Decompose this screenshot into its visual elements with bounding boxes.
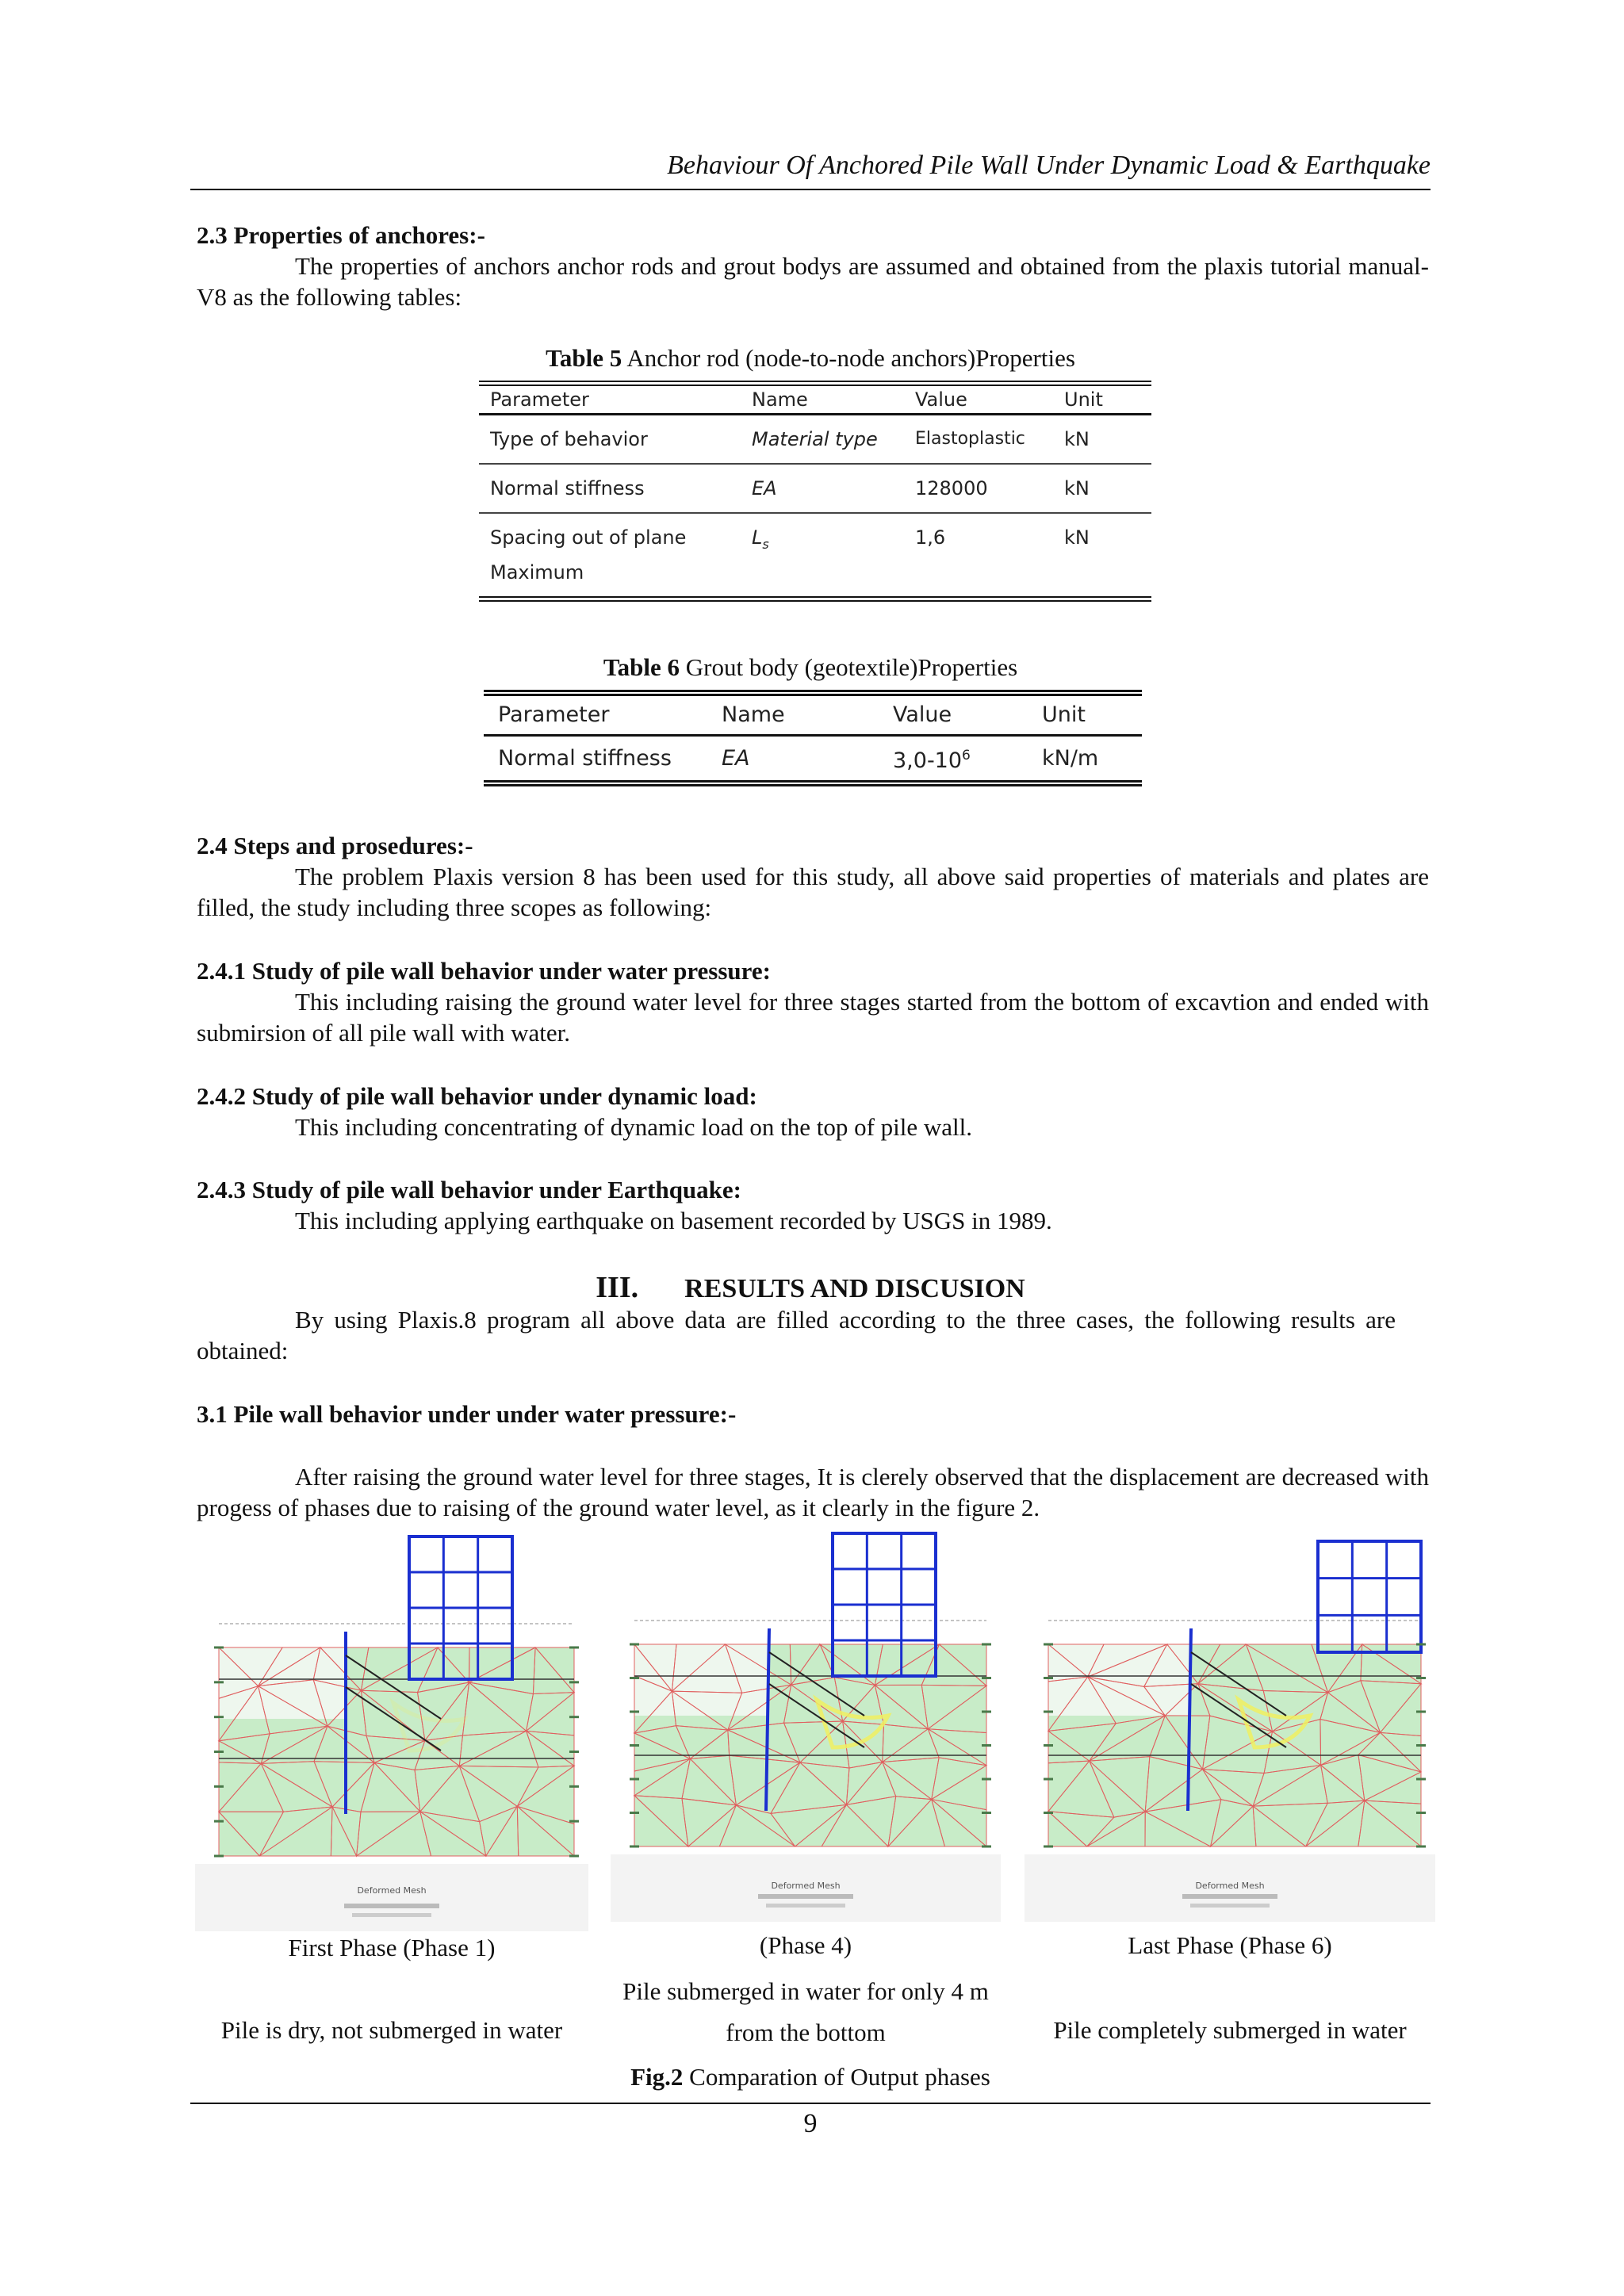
table-cell-param: Normal stiffness [479, 464, 741, 513]
figure-2-panel-1 [195, 1529, 588, 1931]
inset-scale-text [758, 1894, 853, 1899]
figure-2-caption-text: Comparation of Output phases [683, 2063, 990, 2091]
table-6-header-name: Name [707, 693, 879, 736]
panel-1-description: Pile is dry, not submerged in water [220, 2016, 563, 2044]
paragraph-2-4-2: This including concentrating of dynamic load on the top of pile wall. [295, 1113, 973, 1141]
section-heading-3-1: 3.1 Pile wall behavior under under water pressure:- [197, 1400, 737, 1428]
table-6-label: Table 6 [603, 653, 680, 681]
section-heading-2-4-3: 2.4.3 Study of pile wall behavior under Earthquake: [197, 1176, 741, 1203]
table-row [479, 415, 1151, 465]
inset-scale-text [352, 1913, 431, 1917]
table-6-header-row [484, 693, 1142, 736]
table-5-header-unit: Unit [1053, 384, 1151, 415]
deformed-mesh-image-phase-4 [611, 1525, 1001, 1922]
table-cell-param: Type of behavior [479, 415, 741, 465]
deformed-mesh-image-phase-1 [195, 1529, 588, 1931]
table-6-header-unit: Unit [1028, 693, 1142, 736]
table-cell-unit: kN [1053, 415, 1151, 465]
table-5-header-name: Name [741, 384, 904, 415]
table-6-header-parameter: Parameter [484, 693, 707, 736]
table-5-label: Table 5 [546, 344, 622, 372]
table-cell-value: Elastoplastic [904, 415, 1053, 465]
image-bottom-band [195, 1864, 588, 1931]
section-heading-2-4-1: 2.4.1 Study of pile wall behavior under water pressure: [197, 957, 771, 985]
table-6-caption [190, 652, 1431, 683]
table-5 [479, 381, 1151, 602]
table-6-caption-text: Grout body (geotextile)Properties [680, 653, 1018, 681]
table-cell-unit: kN/m [1028, 736, 1142, 784]
table-cell-unit: kN [1053, 464, 1151, 513]
section-title-3 [190, 1270, 1431, 1305]
panel-2-description: Pile submerged in water for only 4 m from the bottom [622, 1977, 989, 2046]
figure-2-caption [190, 2061, 1431, 2092]
table-5-header-value: Value [904, 384, 1053, 415]
inset-scale-text [1182, 1894, 1277, 1899]
building-frame [1318, 1541, 1421, 1652]
inset-scale-text [344, 1904, 439, 1908]
panel-3-phase-label: Last Phase (Phase 6) [1128, 1931, 1332, 1959]
inset-label: Deformed Mesh [1195, 1881, 1265, 1891]
table-cell-value-sup: 6 [962, 748, 971, 763]
table-cell-name-main: L [752, 526, 763, 549]
table-5-header-row [479, 384, 1151, 415]
table-cell-name-sub: s [762, 536, 769, 552]
table-cell-value: 1,6 [904, 513, 1053, 599]
inset-scale-text [1190, 1904, 1270, 1908]
section-heading-2-4: 2.4 Steps and prosedures:- [197, 832, 473, 859]
figure-2-panel-2 [611, 1525, 1001, 1922]
table-cell-name: Material type [741, 415, 904, 465]
table-6-header-value: Value [879, 693, 1028, 736]
section-heading-2-3: 2.3 Properties of anchores:- [197, 221, 485, 249]
table-cell-name: EA [707, 736, 879, 784]
inset-label: Deformed Mesh [771, 1881, 841, 1891]
section-number: III. [596, 1271, 639, 1304]
deformed-mesh-image-phase-6 [1025, 1525, 1435, 1922]
paragraph-2-4-3: This including applying earthquake on basement recorded by USGS in 1989. [295, 1207, 1052, 1234]
table-6 [484, 690, 1142, 786]
excavation-area [634, 1644, 769, 1716]
paragraph-3: By using Plaxis.8 program all above data are filled according to the three cases, the following results are obtained: [197, 1306, 1396, 1364]
figure-2-label: Fig.2 [630, 2063, 684, 2091]
page-number: 9 [803, 2109, 818, 2138]
paragraph-2-4-1: This including raising the ground water level for three stages started from the bottom of excavtion and ended with submirsion of all pile wall with water. [197, 988, 1429, 1047]
figure-2-panel-3 [1025, 1525, 1435, 1922]
table-row [479, 513, 1151, 599]
panel-1-phase-label: First Phase (Phase 1) [288, 1934, 496, 1961]
header-rule [190, 189, 1431, 190]
table-cell-name: EA [741, 464, 904, 513]
footer-rule [190, 2103, 1431, 2104]
excavation-area [1048, 1644, 1191, 1716]
paragraph-3-1: After raising the ground water level for three stages, It is clerely observed that the displacement are decreased with progess of phases due to raising of the ground water level, as it clearly in the figure 2. [197, 1463, 1429, 1521]
table-cell-param: Spacing out of plane Maximum [479, 513, 741, 599]
inset-scale-text [766, 1904, 845, 1908]
section-title-text: RESULTS AND DISCUSION [684, 1274, 1025, 1303]
running-header: Behaviour Of Anchored Pile Wall Under Dynamic Load & Earthquake [667, 151, 1431, 180]
table-5-caption [190, 342, 1431, 373]
table-cell-param: Normal stiffness [484, 736, 707, 784]
table-cell-unit: kN [1053, 513, 1151, 599]
table-5-caption-text: Anchor rod (node-to-node anchors)Properties [622, 344, 1075, 372]
table-5-header-parameter: Parameter [479, 384, 741, 415]
paragraph-2-4: The problem Plaxis version 8 has been used for this study, all above said properties of materials and plates are filled, the study including three scopes as following: [197, 863, 1429, 921]
section-heading-2-4-2: 2.4.2 Study of pile wall behavior under dynamic load: [197, 1082, 757, 1110]
table-cell-value-main: 3,0-10 [893, 748, 963, 773]
table-cell-value: 128000 [904, 464, 1053, 513]
paragraph-2-3: The properties of anchors anchor rods and grout bodys are assumed and obtained from the plaxis tutorial manual-V8 as the following tables: [197, 252, 1429, 311]
inset-label: Deformed Mesh [357, 1885, 427, 1896]
table-row [484, 736, 1142, 784]
panel-3-description: Pile completely submerged in water [1053, 2016, 1407, 2044]
table-row [479, 464, 1151, 513]
table-cell-value [879, 736, 1028, 784]
panel-2-phase-label: (Phase 4) [759, 1931, 852, 1959]
table-cell-name [741, 513, 904, 599]
